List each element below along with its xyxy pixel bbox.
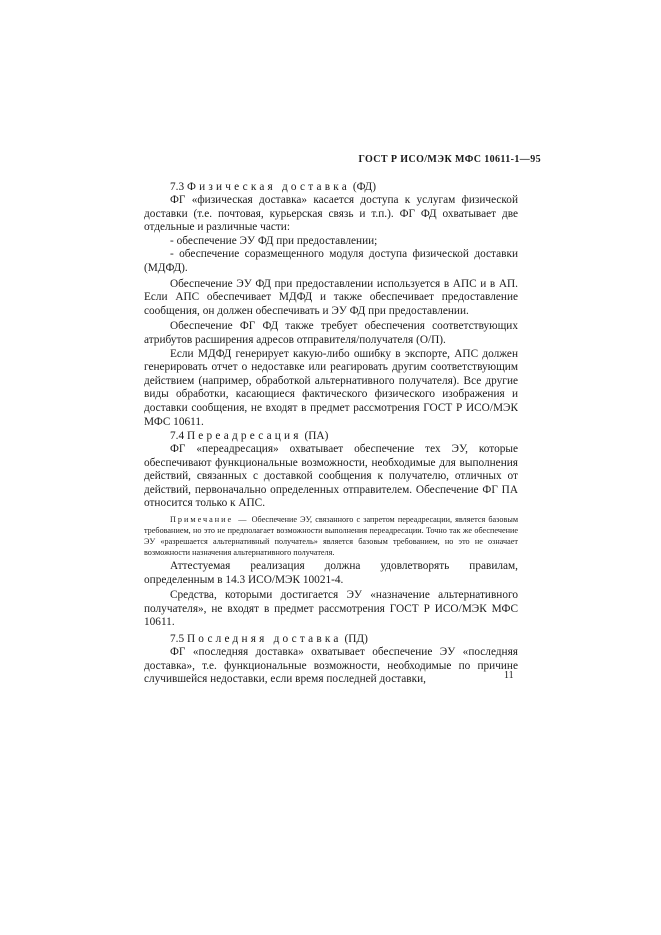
section-heading-7-3 bbox=[144, 180, 518, 194]
paragraph: Средства, которыми достигается ЭУ «назначение альтернативного получателя», не входят в предмет рассмотрения ГОСТ Р ИСО/МЭК МФС 10611. bbox=[144, 589, 518, 629]
section-number: 7.3 bbox=[170, 181, 185, 193]
running-header: ГОСТ Р ИСО/МЭК МФС 10611-1—95 bbox=[358, 154, 541, 165]
page-number: 11 bbox=[504, 670, 514, 681]
section-number: 7.4 bbox=[170, 430, 185, 443]
paragraph: Если МДФД генерирует какую-либо ошибку в экспорте, АПС должен генерировать отчет о недоставке или реагировать другим соответствующим действием (например, обработкой альтернативного получателя). Все другие виды обработки, касающиеся фактического физического изображения и доставки сообщения, не входят в предмет рассмотрения ГОСТ Р ИСО/МЭК МФС 10611. bbox=[144, 347, 518, 428]
paragraph: ФГ «последняя доставка» охватывает обеспечение ЭУ «последняя доставка», т.е. функциональные возможности, необходимые по причине случившейся недоставки, если время последней доставки, bbox=[144, 646, 518, 686]
note bbox=[144, 514, 518, 558]
document-body bbox=[144, 180, 518, 687]
list-item: - обеспечение ЭУ ФД при предоставлении; bbox=[170, 234, 378, 247]
section-title: Физическая доставка bbox=[186, 181, 351, 193]
section-abbr: (ФД) bbox=[352, 181, 377, 193]
section-title: Переадресация bbox=[186, 430, 302, 443]
note-text: Обеспечение ЭУ, связанного с запретом переадресации, является базовым требованием, но это не предполагает возможности выполнения переадресации. Точно так же обеспечение ЭУ «разрешается альтернативный получатель» является базовым требованием, но это не означает возможности назначения альтернативного получателя. bbox=[144, 515, 518, 558]
paragraph: Обеспечение ФГ ФД также требует обеспечения соответствующих атрибутов расширения адресов отправителя/получателя (О/П). bbox=[144, 320, 518, 346]
section-abbr: (ПА) bbox=[304, 430, 329, 443]
paragraph: Обеспечение ЭУ ФД при предоставлении используется в АПС и в АП. Если АПС обеспечивает МДФД и также обеспечивает предоставление сообщения, он должен обеспечивать и ЭУ ФД при предоставлении. bbox=[144, 277, 518, 317]
section-heading-7-4 bbox=[144, 429, 518, 443]
section-abbr: (ПД) bbox=[344, 633, 368, 646]
section-heading-7-5 bbox=[144, 632, 518, 646]
paragraph: ФГ «переадресация» охватывает обеспечение тех ЭУ, которые обеспечивают функциональные возможности, необходимые для выполнения действий, связанных с доставкой сообщения к получателю, отличных от действий, первоначально определенных отправителем. Обеспечение ФГ ПА относится только к АПС. bbox=[144, 443, 518, 510]
list-item: - обеспечение соразмещенного модуля доступа физической доставки (МДФД). bbox=[144, 248, 518, 274]
section-title: Последняя доставка bbox=[186, 633, 342, 646]
paragraph: Аттестуемая реализация должна удовлетворять правилам, определенным в 14.3 ИСО/МЭК 10021-4. bbox=[144, 560, 518, 586]
paragraph: ФГ «физическая доставка» касается доступа к услугам физической доставки (т.е. почтовая, курьерская связь и т.п.). ФГ ФД охватывает две отдельные и различные части: bbox=[144, 194, 518, 234]
note-label: Примечание — bbox=[170, 515, 249, 525]
section-number: 7.5 bbox=[170, 633, 185, 646]
